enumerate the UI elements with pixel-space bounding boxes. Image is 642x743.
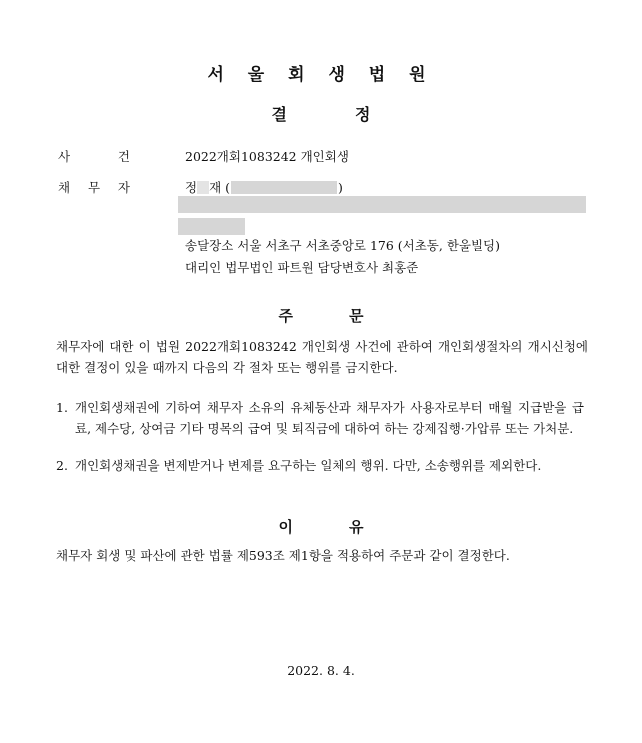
- debtor-name-redaction: [197, 181, 209, 194]
- document-title-char: 결: [271, 105, 287, 124]
- reason-title: [0, 516, 642, 537]
- document-title-char: 정: [355, 105, 371, 124]
- debtor-name-last: 재: [209, 180, 222, 195]
- order-paragraph: 채무자에 대한 이 법원 2022개회1083242 개인회생 사건에 관하여 개인회생절차의 개시신청에 대한 결정이 있을 때까지 다음의 각 절차 또는 행위를 금지한다.: [56, 339, 588, 375]
- debtor-label-char: 무: [87, 180, 101, 195]
- reason-paragraph: 채무자 회생 및 파산에 관한 법률 제593조 제1항을 적용하여 주문과 같이 결정한다.: [56, 548, 510, 563]
- court-name: 서 울 회 생 법 원: [207, 65, 435, 85]
- debtor-paren-open: (: [225, 180, 231, 195]
- reason-title-char: 유: [349, 518, 364, 536]
- address-redaction: [178, 196, 586, 213]
- order-item-number: 2.: [56, 458, 68, 473]
- order-item-text: 개인회생채권에 기하여 채무자 소유의 유체동산과 채무자가 사용자로부터 매월 지급받을 급료, 제수당, 상여금 기타 명목의 급여 및 퇴직금에 대하여 하는 강제집행·가압류 또는 가처분.: [75, 400, 584, 436]
- debtor-name-line: [185, 178, 343, 196]
- legal-agent: 대리인 법무법인 파트원 담당변호사 최홍준: [185, 260, 419, 275]
- case-label-char: 건: [117, 149, 130, 164]
- case-number: 2022개회1083242 개인회생: [185, 149, 349, 164]
- order-item-number: 1.: [56, 400, 68, 415]
- order-item-text: 개인회생채권을 변제받거나 변제를 요구하는 일체의 행위. 다만, 소송행위를 제외한다.: [75, 458, 542, 473]
- case-label: [58, 147, 130, 165]
- debtor-label-char: 채: [58, 180, 71, 195]
- debtor-paren-close: ): [338, 180, 343, 195]
- order-title-char: 주: [278, 307, 293, 325]
- debtor-id-redaction: [231, 181, 337, 194]
- delivery-address: 송달장소 서울 서초구 서초중앙로 176 (서초동, 한울빌딩): [185, 238, 501, 253]
- order-item-2: [56, 455, 584, 476]
- decision-date: 2022. 8. 4.: [287, 663, 355, 678]
- case-label-char: 사: [58, 149, 71, 164]
- document-title: [0, 102, 642, 125]
- order-item-1: [56, 397, 584, 439]
- reason-title-char: 이: [278, 518, 293, 536]
- address-redaction: [178, 218, 245, 235]
- debtor-label-char: 자: [117, 180, 130, 195]
- debtor-label: [58, 178, 130, 196]
- order-title: [0, 305, 642, 326]
- order-title-char: 문: [349, 307, 364, 325]
- debtor-name-first: 정: [185, 180, 198, 195]
